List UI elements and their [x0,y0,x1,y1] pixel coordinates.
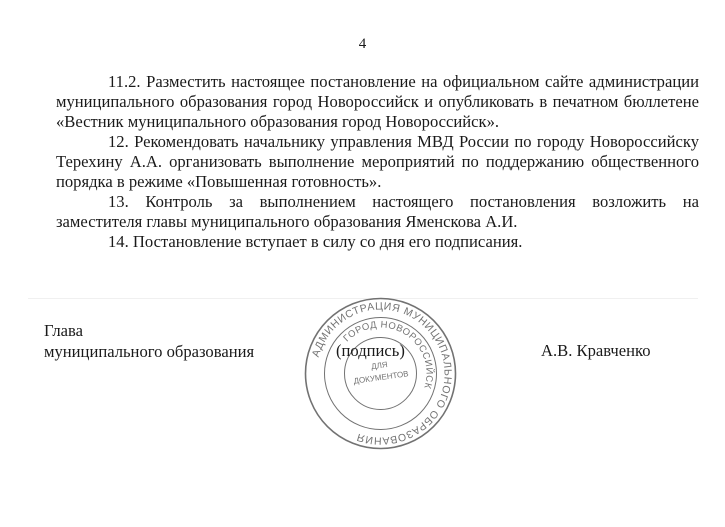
seal-center-line-1: ДЛЯ [370,359,389,372]
seal-center-line-2: ДОКУМЕНТОВ [353,369,410,386]
page-number: 4 [358,36,367,52]
signatory-position [44,320,254,362]
position-line-1: Глава [44,321,83,340]
position-line-2: муниципального образования [44,342,255,361]
paragraph-12: 12. Рекомендовать начальнику управления МВД России по городу Новороссийску Терехину А.А. организовать выполнение мероприятий по поддержанию общественного порядка в режиме «Повышенная готовность». [56,132,699,191]
paragraph-14: 14. Постановление вступает в силу со дня его подписания. [108,232,523,251]
paragraph-11-2: 11.2. Разместить настоящее постановление на официальном сайте администрации муниципального образования город Новороссийск и опубликовать в печатном бюллетене «Вестник муниципального образования город Новороссийск». [56,72,699,131]
signature-placeholder: (подпись) [336,341,405,360]
official-seal-stamp [303,296,458,451]
seal-outer-text: АДМИНИСТРАЦИЯ МУНИЦИПАЛЬНОГО ОБРАЗОВАНИЯ [309,300,454,447]
signatory-name: А.В. Кравченко [541,341,651,360]
document-body [56,72,699,252]
paragraph-13: 13. Контроль за выполнением настоящего постановления возложить на заместителя главы муниципального образования Яменскова А.И. [56,192,699,231]
seal-inner-text: ГОРОД НОВОРОССИЙСК [341,319,435,391]
